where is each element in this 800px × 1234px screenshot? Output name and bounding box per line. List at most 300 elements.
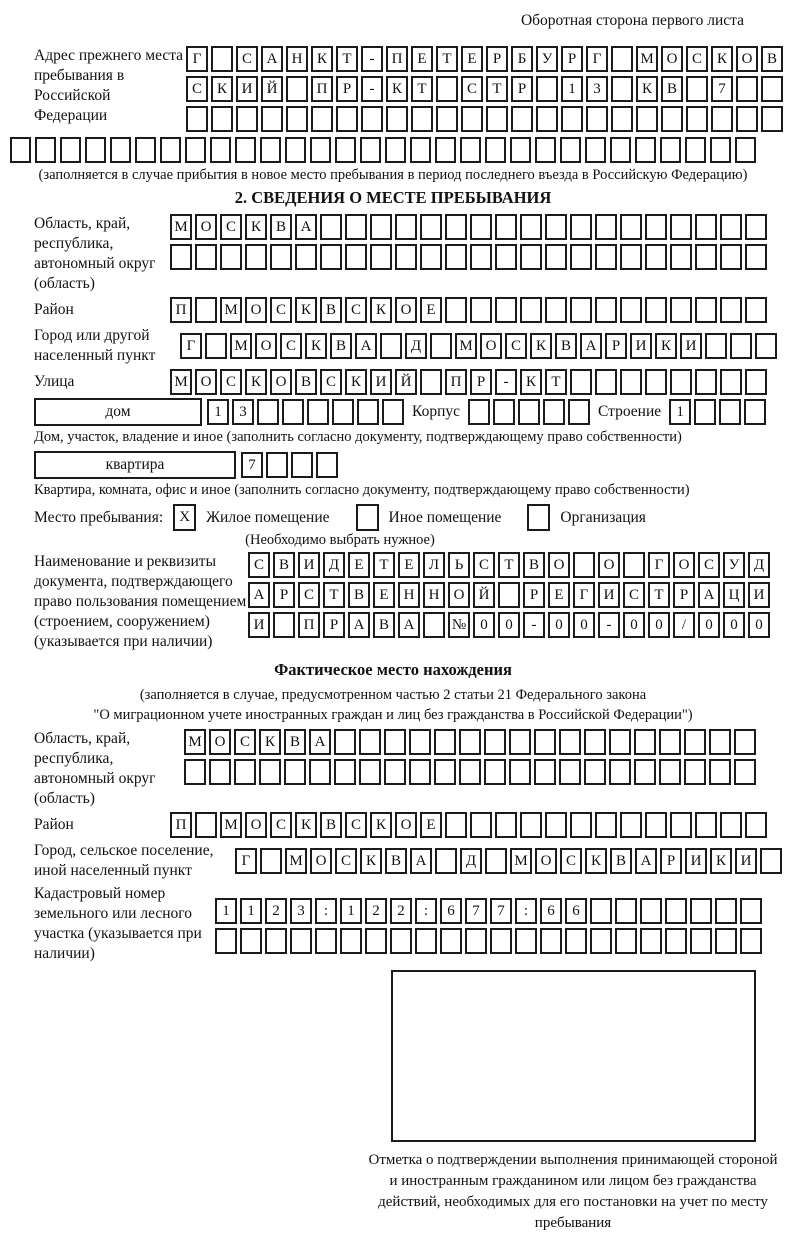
char-box: [568, 399, 590, 425]
char-box: -: [361, 76, 383, 102]
char-box: О: [395, 297, 417, 323]
char-box: А: [580, 333, 602, 359]
char-box: О: [598, 552, 620, 578]
char-box: [611, 46, 633, 72]
char-box: В: [320, 812, 342, 838]
char-box: [370, 244, 392, 270]
char-box: [310, 137, 331, 163]
char-box: [686, 76, 708, 102]
prev-address-label: Адрес прежнего места пребывания в Российской Федерации: [34, 47, 184, 124]
char-box: [220, 244, 242, 270]
char-box: О: [736, 46, 758, 72]
char-box: С: [248, 552, 270, 578]
actual-city-field: [30, 841, 756, 881]
char-box: К: [259, 729, 281, 755]
char-box: В: [523, 552, 545, 578]
char-box: [745, 369, 767, 395]
char-box: [640, 898, 662, 924]
actual-city-row: [235, 848, 782, 874]
char-box: [435, 848, 457, 874]
char-box: [705, 333, 727, 359]
char-box: Г: [573, 582, 595, 608]
char-box: [465, 928, 487, 954]
char-box: Т: [545, 369, 567, 395]
stay-checkbox-residential: X: [173, 504, 196, 531]
char-box: [493, 399, 515, 425]
char-box: [498, 582, 520, 608]
char-box: Г: [648, 552, 670, 578]
char-box: [536, 76, 558, 102]
char-box: К: [245, 214, 267, 240]
char-box: [235, 137, 256, 163]
char-box: Н: [398, 582, 420, 608]
char-box: [745, 244, 767, 270]
char-box: [205, 333, 227, 359]
confirmation-stamp-box: [391, 970, 756, 1142]
char-box: 7: [241, 452, 263, 478]
char-box: [380, 333, 402, 359]
char-box: О: [395, 812, 417, 838]
char-box: К: [305, 333, 327, 359]
char-box: [515, 928, 537, 954]
char-box: В: [348, 582, 370, 608]
actual-district-row: [170, 812, 767, 838]
char-box: [670, 297, 692, 323]
char-box: [359, 759, 381, 785]
char-box: [261, 106, 283, 132]
char-box: [273, 612, 295, 638]
char-box: [545, 214, 567, 240]
cadastre-row: [215, 928, 762, 954]
char-box: :: [315, 898, 337, 924]
char-box: [623, 552, 645, 578]
char-box: Д: [323, 552, 345, 578]
char-box: [620, 812, 642, 838]
char-box: О: [480, 333, 502, 359]
char-box: Б: [511, 46, 533, 72]
char-box: [520, 214, 542, 240]
char-box: [470, 297, 492, 323]
char-box: [359, 729, 381, 755]
char-box: Р: [673, 582, 695, 608]
char-box: [720, 244, 742, 270]
char-box: [332, 399, 354, 425]
char-box: [445, 812, 467, 838]
document-row: [248, 552, 770, 578]
char-box: [590, 928, 612, 954]
district-row: [170, 297, 767, 323]
char-box: А: [248, 582, 270, 608]
cadastre-boxes: [215, 898, 762, 954]
char-box: [660, 137, 681, 163]
region-row: [170, 214, 767, 240]
char-box: [259, 759, 281, 785]
char-box: [570, 297, 592, 323]
char-box: В: [284, 729, 306, 755]
district-field: [30, 297, 756, 323]
char-box: Д: [460, 848, 482, 874]
char-box: М: [170, 369, 192, 395]
char-box: [534, 729, 556, 755]
char-box: Т: [411, 76, 433, 102]
char-box: [384, 729, 406, 755]
char-box: [545, 812, 567, 838]
char-box: Н: [423, 582, 445, 608]
char-box: К: [530, 333, 552, 359]
char-box: [236, 106, 258, 132]
char-box: [423, 612, 445, 638]
district-label: Район: [34, 301, 74, 318]
char-box: 3: [232, 399, 254, 425]
char-box: [395, 244, 417, 270]
stroenie-row: [669, 399, 766, 425]
char-box: [409, 729, 431, 755]
city-field: [30, 326, 756, 366]
char-box: [584, 729, 606, 755]
char-box: 3: [586, 76, 608, 102]
char-box: [520, 812, 542, 838]
char-box: [640, 928, 662, 954]
actual-region-field: [30, 729, 756, 809]
char-box: [286, 106, 308, 132]
char-box: И: [298, 552, 320, 578]
char-box: [620, 244, 642, 270]
char-box: В: [320, 297, 342, 323]
prev-address-block: [30, 46, 777, 132]
char-box: -: [361, 46, 383, 72]
char-box: 0: [698, 612, 720, 638]
char-box: [720, 812, 742, 838]
document-label: Наименование и реквизиты документа, подтверждающего право пользования помещением (строением, сооружением) (указывается при наличии): [34, 553, 247, 650]
char-box: 0: [548, 612, 570, 638]
char-box: Р: [511, 76, 533, 102]
char-box: Е: [398, 552, 420, 578]
char-box: [570, 369, 592, 395]
char-box: С: [473, 552, 495, 578]
char-box: [509, 729, 531, 755]
char-box: [445, 244, 467, 270]
char-box: [761, 76, 783, 102]
char-box: Е: [461, 46, 483, 72]
char-box: Р: [486, 46, 508, 72]
char-box: -: [495, 369, 517, 395]
char-box: Ь: [448, 552, 470, 578]
cadastre-label: Кадастровый номер земельного или лесного участка (указывается при наличии): [34, 885, 202, 962]
char-box: М: [510, 848, 532, 874]
char-box: [634, 759, 656, 785]
city-row: [180, 333, 777, 359]
char-box: [665, 898, 687, 924]
char-box: [636, 106, 658, 132]
char-box: [670, 244, 692, 270]
char-box: 1: [215, 898, 237, 924]
house-note: Дом, участок, владение и иное (заполнить согласно документу, подтверждающему право собственности): [34, 429, 682, 445]
char-box: [736, 76, 758, 102]
char-box: [760, 848, 782, 874]
char-box: -: [598, 612, 620, 638]
char-box: [659, 759, 681, 785]
char-box: [357, 399, 379, 425]
char-box: [745, 812, 767, 838]
char-box: М: [220, 297, 242, 323]
char-box: [615, 928, 637, 954]
char-box: Р: [523, 582, 545, 608]
char-box: [470, 244, 492, 270]
char-box: [720, 297, 742, 323]
char-box: [611, 76, 633, 102]
char-box: [340, 928, 362, 954]
house-field: [34, 398, 756, 426]
char-box: А: [398, 612, 420, 638]
char-box: [461, 106, 483, 132]
actual-location-note-2: "О миграционном учете иностранных граждан и лиц без гражданства в Российской Федерации"): [93, 707, 693, 723]
char-box: К: [345, 369, 367, 395]
document-row: [248, 612, 770, 638]
char-box: [316, 452, 338, 478]
stay-option-organization: Организация: [560, 508, 646, 526]
char-box: [570, 244, 592, 270]
char-box: С: [234, 729, 256, 755]
char-box: [719, 399, 741, 425]
char-box: С: [320, 369, 342, 395]
char-box: А: [309, 729, 331, 755]
char-box: [585, 137, 606, 163]
actual-location-note-1: (заполняется в случае, предусмотренном частью 2 статьи 21 Федерального закона: [139, 687, 647, 703]
street-label: Улица: [34, 373, 75, 390]
char-box: [559, 729, 581, 755]
char-box: [715, 928, 737, 954]
char-box: 1: [207, 399, 229, 425]
char-box: [484, 729, 506, 755]
char-box: К: [655, 333, 677, 359]
char-box: [434, 729, 456, 755]
char-box: [645, 214, 667, 240]
char-box: [545, 244, 567, 270]
char-box: [761, 106, 783, 132]
street-row: [170, 369, 767, 395]
char-box: [684, 729, 706, 755]
char-box: [686, 106, 708, 132]
char-box: [709, 759, 731, 785]
char-box: [573, 552, 595, 578]
char-box: [685, 137, 706, 163]
char-box: К: [211, 76, 233, 102]
char-box: К: [710, 848, 732, 874]
char-box: 0: [573, 612, 595, 638]
char-box: Р: [561, 46, 583, 72]
char-box: [361, 106, 383, 132]
char-box: [307, 399, 329, 425]
page-side-note: Оборотная сторона первого листа: [520, 12, 744, 29]
char-box: [495, 812, 517, 838]
char-box: [695, 812, 717, 838]
char-box: И: [735, 848, 757, 874]
char-box: С: [220, 369, 242, 395]
char-box: [365, 928, 387, 954]
char-box: Н: [286, 46, 308, 72]
char-box: К: [295, 297, 317, 323]
char-box: [665, 928, 687, 954]
char-box: [85, 137, 106, 163]
stay-checkbox-organization: [527, 504, 550, 531]
char-box: К: [245, 369, 267, 395]
char-box: Т: [436, 46, 458, 72]
char-box: С: [220, 214, 242, 240]
char-box: [257, 399, 279, 425]
prev-address-row: [186, 106, 783, 132]
char-box: У: [723, 552, 745, 578]
char-box: 0: [498, 612, 520, 638]
char-box: [485, 137, 506, 163]
char-box: [595, 297, 617, 323]
document-field: [30, 552, 765, 652]
char-box: Й: [261, 76, 283, 102]
char-box: [561, 106, 583, 132]
char-box: И: [598, 582, 620, 608]
char-box: [370, 214, 392, 240]
char-box: [484, 759, 506, 785]
char-box: [10, 137, 31, 163]
char-box: С: [335, 848, 357, 874]
char-box: К: [360, 848, 382, 874]
char-box: О: [661, 46, 683, 72]
char-box: [595, 214, 617, 240]
char-box: И: [630, 333, 652, 359]
char-box: [543, 399, 565, 425]
char-box: [320, 214, 342, 240]
house-number-row: [207, 399, 404, 425]
char-box: [195, 244, 217, 270]
char-box: Е: [411, 46, 433, 72]
house-label-box: дом: [34, 398, 202, 426]
stay-checkbox-other-premises: [356, 504, 379, 531]
char-box: С: [236, 46, 258, 72]
char-box: [495, 244, 517, 270]
char-box: С: [186, 76, 208, 102]
apartment-note: Квартира, комната, офис и иное (заполнить согласно документу, подтверждающему право собственности): [34, 482, 690, 498]
char-box: [520, 297, 542, 323]
char-box: [734, 729, 756, 755]
actual-district-field: [30, 812, 756, 838]
char-box: А: [261, 46, 283, 72]
char-box: [495, 297, 517, 323]
char-box: О: [245, 812, 267, 838]
char-box: [611, 106, 633, 132]
char-box: [470, 214, 492, 240]
char-box: Е: [373, 582, 395, 608]
char-box: [436, 76, 458, 102]
char-box: С: [698, 552, 720, 578]
char-box: И: [685, 848, 707, 874]
char-box: [282, 399, 304, 425]
char-box: В: [555, 333, 577, 359]
char-box: [435, 137, 456, 163]
char-box: [410, 137, 431, 163]
char-box: 7: [490, 898, 512, 924]
char-box: В: [761, 46, 783, 72]
char-box: Й: [395, 369, 417, 395]
char-box: 6: [440, 898, 462, 924]
char-box: Е: [348, 552, 370, 578]
char-box: [260, 137, 281, 163]
apartment-field: [34, 451, 756, 479]
char-box: [610, 137, 631, 163]
region-boxes: [170, 214, 767, 270]
char-box: [684, 759, 706, 785]
char-box: [430, 333, 452, 359]
char-box: [291, 452, 313, 478]
char-box: 0: [648, 612, 670, 638]
char-box: Е: [420, 812, 442, 838]
char-box: П: [170, 297, 192, 323]
char-box: [645, 369, 667, 395]
char-box: [415, 928, 437, 954]
char-box: О: [195, 369, 217, 395]
prev-address-row: [186, 76, 783, 102]
char-box: Ц: [723, 582, 745, 608]
prev-address-note: (заполняется в случае прибытия в новое место пребывания в период последнего въезда в Российскую Федерацию): [38, 167, 748, 183]
stay-option-residential: Жилое помещение: [206, 508, 330, 526]
char-box: [468, 399, 490, 425]
char-box: [615, 898, 637, 924]
char-box: Т: [498, 552, 520, 578]
char-box: [518, 399, 540, 425]
char-box: [595, 812, 617, 838]
section2-title: 2. СВЕДЕНИЯ О МЕСТЕ ПРЕБЫВАНИЯ: [234, 188, 552, 207]
char-box: [740, 898, 762, 924]
char-box: О: [209, 729, 231, 755]
char-box: [545, 297, 567, 323]
char-box: [386, 106, 408, 132]
char-box: [135, 137, 156, 163]
char-box: Т: [648, 582, 670, 608]
char-box: [511, 106, 533, 132]
char-box: В: [385, 848, 407, 874]
char-box: 3: [290, 898, 312, 924]
char-box: [420, 214, 442, 240]
char-box: [185, 137, 206, 163]
char-box: 0: [473, 612, 495, 638]
stay-type-note: (Необходимо выбрать нужное): [245, 532, 435, 548]
char-box: [609, 729, 631, 755]
char-box: М: [636, 46, 658, 72]
char-box: Р: [336, 76, 358, 102]
char-box: [590, 898, 612, 924]
actual-region-label: Область, край, республика, автономный округ (область): [34, 730, 156, 807]
char-box: С: [270, 297, 292, 323]
char-box: [295, 244, 317, 270]
cadastre-field: [30, 884, 756, 964]
char-box: [485, 848, 507, 874]
char-box: -: [523, 612, 545, 638]
stroenie-label: Строение: [598, 403, 662, 420]
char-box: [440, 928, 462, 954]
char-box: К: [370, 812, 392, 838]
char-box: [110, 137, 131, 163]
actual-region-row: [184, 729, 756, 755]
char-box: В: [610, 848, 632, 874]
char-box: :: [515, 898, 537, 924]
char-box: С: [505, 333, 527, 359]
char-box: [360, 137, 381, 163]
char-box: [215, 928, 237, 954]
char-box: П: [170, 812, 192, 838]
char-box: С: [280, 333, 302, 359]
char-box: Р: [605, 333, 627, 359]
prev-address-row: [186, 46, 783, 72]
char-box: [270, 244, 292, 270]
char-box: [536, 106, 558, 132]
